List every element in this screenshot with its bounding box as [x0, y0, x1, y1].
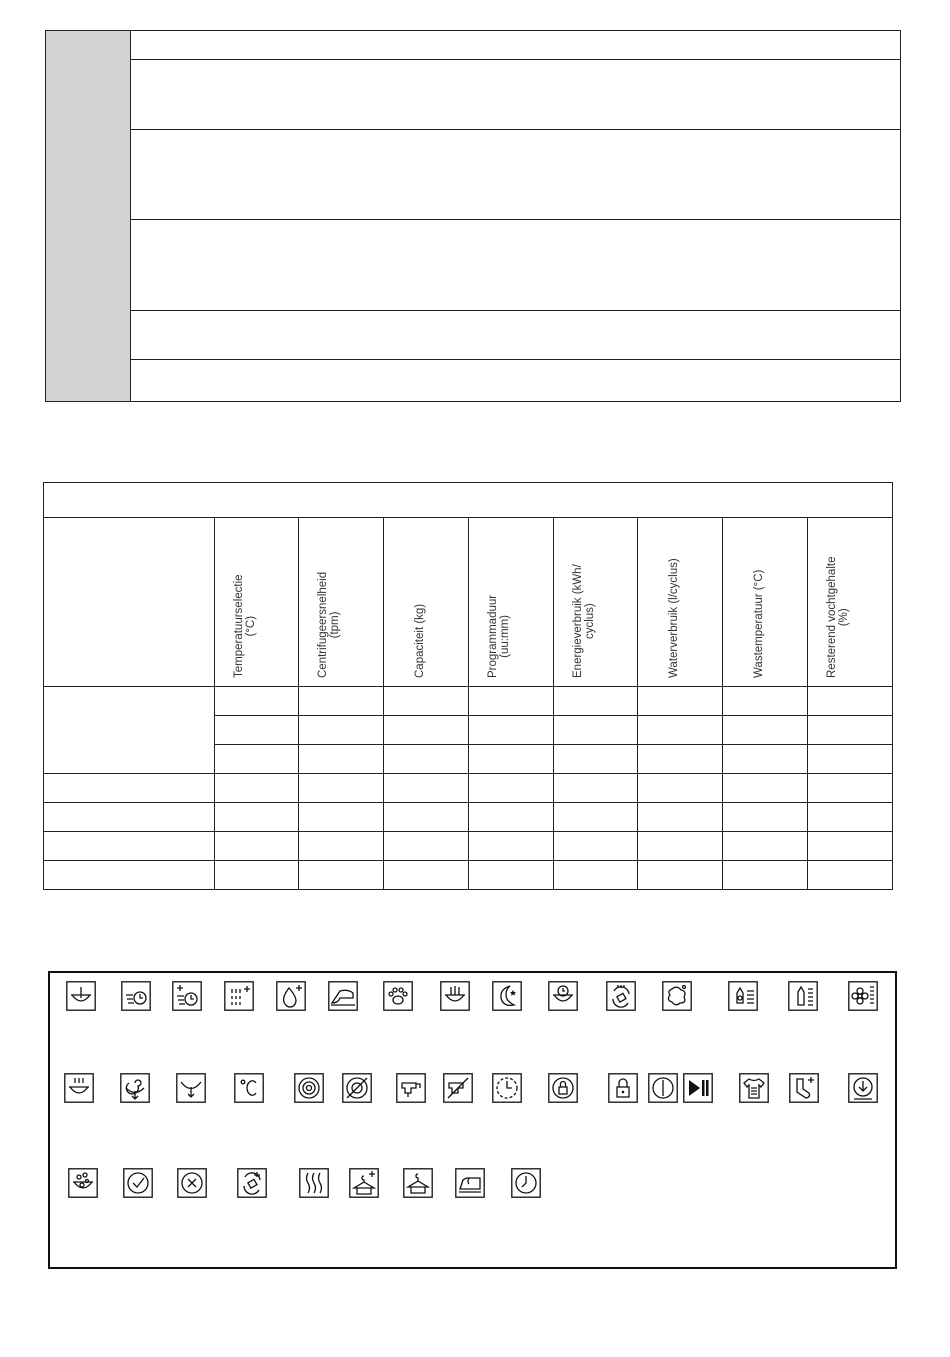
table-cell — [469, 832, 554, 861]
shirt-icon — [739, 1073, 769, 1103]
header-cell — [723, 518, 808, 687]
table-cell — [554, 716, 638, 745]
cancel-icon — [177, 1168, 207, 1198]
program-name-cell — [44, 803, 215, 832]
table-cell — [808, 774, 893, 803]
symbols-panel — [48, 971, 897, 1269]
info-row — [131, 311, 900, 360]
table-cell — [554, 803, 638, 832]
tap-water-icon — [396, 1073, 426, 1103]
table-cell — [299, 687, 384, 716]
table-cell — [554, 861, 638, 890]
table-cell — [384, 861, 469, 890]
table-cell — [384, 774, 469, 803]
prewash-timer-icon — [121, 981, 151, 1011]
iron-icon — [455, 1168, 485, 1198]
table-row — [44, 774, 893, 803]
table-cell — [215, 687, 299, 716]
program-name-cell — [44, 832, 215, 861]
program-name-cell — [44, 861, 215, 890]
table-cell — [469, 716, 554, 745]
spin-speed-header: Centrifugeersnelheid (tpm) — [317, 571, 341, 678]
table-cell — [638, 803, 723, 832]
plus-prewash-timer-icon — [172, 981, 202, 1011]
table-cell — [469, 774, 554, 803]
table-cell — [554, 774, 638, 803]
softener-flower-icon — [848, 981, 878, 1011]
table-cell — [384, 687, 469, 716]
table-cell — [299, 774, 384, 803]
spin-drain-icon — [120, 1073, 150, 1103]
table-cell — [638, 861, 723, 890]
table-row — [44, 832, 893, 861]
table-cell — [808, 861, 893, 890]
no-water-icon — [443, 1073, 473, 1103]
info-row — [131, 60, 900, 130]
residual-moisture-header: Resterend vochtgehalte (%) — [826, 556, 850, 678]
table-cell — [299, 861, 384, 890]
energy-consumption-header: Energieverbruik (kWh/ cyclus) — [571, 564, 596, 678]
table-cell — [215, 774, 299, 803]
table-cell — [638, 716, 723, 745]
table-cell — [469, 861, 554, 890]
table-cell — [554, 832, 638, 861]
table-cell — [215, 832, 299, 861]
table-cell — [723, 716, 808, 745]
table-cell — [384, 716, 469, 745]
hanger-icon — [403, 1168, 433, 1198]
table-cell — [299, 803, 384, 832]
table-cell — [808, 687, 893, 716]
info-row — [131, 130, 900, 220]
program-name-cell — [44, 774, 215, 803]
steam-cycle-icon — [237, 1168, 267, 1198]
info-row — [131, 31, 900, 60]
wash-temperature-header: Wastemperatuur (°C) — [753, 569, 765, 678]
table-cell — [638, 687, 723, 716]
info-grid-rows — [131, 31, 900, 401]
header-cell — [469, 518, 554, 687]
sock-plus-icon — [789, 1073, 819, 1103]
spin-icon — [294, 1073, 324, 1103]
no-spin-icon — [342, 1073, 372, 1103]
table-cell — [384, 803, 469, 832]
table-cell — [723, 861, 808, 890]
program-name-cell — [44, 687, 215, 774]
table-cell — [808, 745, 893, 774]
header-cell — [638, 518, 723, 687]
table-cell — [808, 716, 893, 745]
header-cell — [554, 518, 638, 687]
quick-wash-icon — [548, 981, 578, 1011]
info-grid — [45, 30, 901, 402]
clock-icon — [511, 1168, 541, 1198]
table-cell — [723, 803, 808, 832]
steam-refresh-icon — [606, 981, 636, 1011]
table-cell — [215, 803, 299, 832]
table-cell — [469, 745, 554, 774]
table-cell — [299, 745, 384, 774]
child-lock-icon — [608, 1073, 638, 1103]
hot-wash-icon — [64, 1073, 94, 1103]
water-consumption-header: Waterverbruik (l/cyclus) — [668, 558, 680, 678]
stain-icon — [662, 981, 692, 1011]
table-cell — [469, 803, 554, 832]
table-cell — [808, 803, 893, 832]
door-lock-timer-icon — [548, 1073, 578, 1103]
table-cell — [384, 832, 469, 861]
table-cell — [384, 745, 469, 774]
table-cell — [215, 861, 299, 890]
add-drop-icon — [276, 981, 306, 1011]
easy-iron-icon — [328, 981, 358, 1011]
info-row — [131, 220, 900, 311]
table-row — [44, 803, 893, 832]
table-cell — [723, 745, 808, 774]
header-cell — [384, 518, 469, 687]
download-icon — [848, 1073, 878, 1103]
bubble-wash-icon — [68, 1168, 98, 1198]
table-cell — [723, 687, 808, 716]
table-cell — [723, 774, 808, 803]
wash-tub-icon — [66, 981, 96, 1011]
detergent-snowflake-icon — [728, 981, 758, 1011]
info-row — [131, 360, 900, 401]
hand-wash-icon — [440, 981, 470, 1011]
night-moon-icon — [492, 981, 522, 1011]
header-cell — [215, 518, 299, 687]
table-cell — [723, 832, 808, 861]
table-row — [44, 861, 893, 890]
program-table — [43, 482, 893, 890]
header-cell — [808, 518, 893, 687]
start-pause-icon — [683, 1073, 713, 1103]
temperature-selection-header: Temperatuurselectie (°C) — [232, 574, 257, 678]
capacity-header: Capaciteit (kg) — [414, 603, 426, 678]
info-grid-side-column — [46, 31, 131, 401]
drain-icon — [176, 1073, 206, 1103]
power-icon — [648, 1073, 678, 1103]
table-cell — [554, 687, 638, 716]
delay-timer-icon — [492, 1073, 522, 1103]
program-table-title-cell — [44, 483, 893, 518]
temperature-icon — [234, 1073, 264, 1103]
table-cell — [554, 745, 638, 774]
table-cell — [638, 745, 723, 774]
table-cell — [215, 745, 299, 774]
program-name-header-cell — [44, 518, 215, 687]
pet-paw-icon — [383, 981, 413, 1011]
table-cell — [299, 716, 384, 745]
detergent-bottle-icon — [788, 981, 818, 1011]
program-duration-header: Programmaduur (uu:mm) — [487, 594, 511, 678]
extra-rinse-shower-icon — [224, 981, 254, 1011]
table-row — [44, 687, 893, 716]
table-cell — [638, 774, 723, 803]
header-cell — [299, 518, 384, 687]
table-cell — [638, 832, 723, 861]
table-cell — [808, 832, 893, 861]
table-cell — [215, 716, 299, 745]
check-icon — [123, 1168, 153, 1198]
heat-waves-icon — [299, 1168, 329, 1198]
table-cell — [299, 832, 384, 861]
hanger-plus-icon — [349, 1168, 379, 1198]
table-cell — [469, 687, 554, 716]
